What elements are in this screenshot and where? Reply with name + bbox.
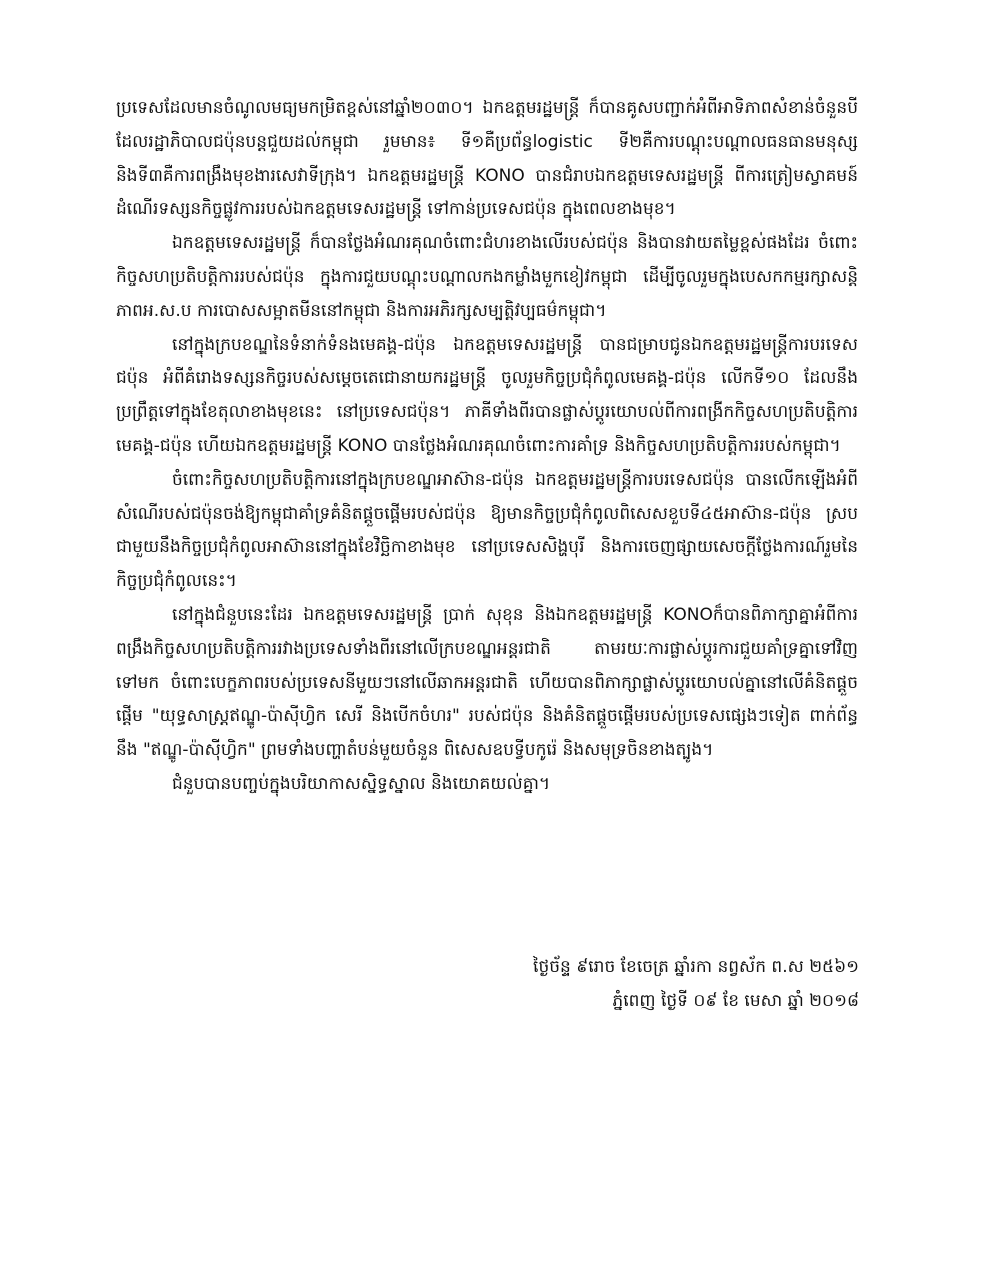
date-block [533,950,859,1018]
paragraph-5: នៅក្នុងជំនួបនេះដែរ ឯកឧត្តមទេសរដ្ឋមន្ត្រី ប្រាក់ សុខុន និងឯកឧត្តមរដ្ឋមន្ត្រី KONOក៏បានពិភាក្សាគ្នាអំពីការពង្រឹងកិច្ចសហប្រតិបត្តិការរវាងប្រទេសទាំងពីរនៅលើក្របខណ្ឌអន្តរជាតិ តាមរយៈការផ្លាស់ប្តូរការជួយគាំទ្រគ្នាទៅវិញទៅមក ចំពោះបេក្ខភាពរបស់ប្រទេសនីមួយៗនៅលើឆាកអន្តរជាតិ ហើយបានពិភាក្សាផ្លាស់ប្តូរយោបល់គ្នានៅលើគំនិតផ្តួចផ្តើម "យុទ្ធសាស្ត្រឥណ្ឌូ-ប៉ាស៊ីហ្វិក សេរី និងបើកចំហរ" របស់ជប៉ុន និងគំនិតផ្តួចផ្តើមរបស់ប្រទេសផ្សេងៗទៀត ពាក់ព័ន្ធនឹង "ឥណ្ឌូ-ប៉ាស៊ីហ្វិក" ព្រមទាំងបញ្ហាតំបន់មួយចំនួន ពិសេសឧបទ្វីបកូរ៉េ និងសមុទ្រចិនខាងត្បូង។ [116,604,858,761]
paragraph-3: នៅក្នុងក្របខណ្ឌនៃទំនាក់ទំនងមេគង្គ-ជប៉ុន ឯកឧត្តមទេសរដ្ឋមន្ត្រី បានជម្រាបជូនឯកឧត្តមរដ្ឋមន្ត្រីការបរទេសជប៉ុន អំពីគំរោងទស្សនកិច្ចរបស់សម្តេចតេជោនាយករដ្ឋមន្ត្រី ចូលរួមកិច្ចប្រជុំកំពូលមេគង្គ-ជប៉ុន លើកទី១០ ដែលនឹងប្រព្រឹត្តទៅក្នុងខែតុលាខាងមុខនេះ នៅប្រទេសជប៉ុន។ ភាគីទាំងពីរបានផ្លាស់ប្តូរយោបល់ពីការពង្រីកកិច្ចសហប្រតិបត្តិការមេគង្គ-ជប៉ុន ហើយឯកឧត្តមរដ្ឋមន្ត្រី KONO បានថ្លែងអំណរគុណចំពោះការគាំទ្រ និងកិច្ចសហប្រតិបត្តិការរបស់កម្ពុជា។ [116,334,858,456]
document-body [116,92,858,802]
paragraph-1: ប្រទេសដែលមានចំណូលមធ្យមកម្រិតខ្ពស់នៅឆ្នាំ២០៣០។ ឯកឧត្តមរដ្ឋមន្ត្រី ក៏បានគូសបញ្ជាក់អំពីអាទិភាពសំខាន់ចំនួនបីដែលរដ្ឋាភិបាលជប៉ុនបន្តជួយដល់កម្ពុជា រួមមាន៖ ទី១គឺប្រព័ន្ធlogistic ទី២គឺការបណ្តុះបណ្តាលធនធានមនុស្ស និងទី៣គឺការពង្រឹងមុខងារសេវាទីក្រុង។ ឯកឧត្តមរដ្ឋមន្ត្រី KONO បានជំរាបឯកឧត្តមទេសរដ្ឋមន្ត្រី ពីការត្រៀមស្វាគមន៍ដំណើរទស្សនកិច្ចផ្លូវការរបស់ឯកឧត្តមទេសរដ្ឋមន្ត្រី ទៅកាន់ប្រទេសជប៉ុន ក្នុងពេលខាងមុខ។ [116,98,858,220]
date-solar: ភ្នំពេញ ថ្ងៃទី ០៩ ខែ មេសា ឆ្នាំ ២០១៨ [612,991,859,1011]
paragraph-6: ជំនួបបានបញ្ចប់ក្នុងបរិយាកាសស្និទ្ធស្នាល និងយោគយល់គ្នា។ [172,773,551,794]
paragraph-2: ឯកឧត្តមទេសរដ្ឋមន្ត្រី ក៏បានថ្លែងអំណរគុណចំពោះជំហរខាងលើរបស់ជប៉ុន និងបានវាយតម្លៃខ្ពស់ផងដែរ ចំពោះកិច្ចសហប្រតិបត្តិការរបស់ជប៉ុន ក្នុងការជួយបណ្តុះបណ្តាលកងកម្លាំងមួកខៀវកម្ពុជា ដើម្បីចូលរួមក្នុងបេសកកម្មរក្សាសន្តិភាពអ.ស.ប ការបោសសម្អាតមីននៅកម្ពុជា និងការអភិរក្សសម្បត្តិវប្បធម៌កម្ពុជា។ [116,233,858,321]
paragraph-4: ចំពោះកិច្ចសហប្រតិបត្តិការនៅក្នុងក្របខណ្ឌអាស៊ាន-ជប៉ុន ឯកឧត្តមរដ្ឋមន្ត្រីការបរទេសជប៉ុន បានលើកឡើងអំពីសំណើរបស់ជប៉ុនចង់ឱ្យកម្ពុជាគាំទ្រគំនិតផ្តួចផ្តើមរបស់ជប៉ុន ឱ្យមានកិច្ចប្រជុំកំពូលពិសេសខួបទី៤៥អាស៊ាន-ជប៉ុន ស្របជាមួយនឹងកិច្ចប្រជុំកំពូលអាស៊ាននៅក្នុងខែវិច្ឆិកាខាងមុខ នៅប្រទេសសិង្ហបុរី និងការចេញផ្សាយសេចក្តីថ្លែងការណ៍រួមនៃកិច្ចប្រជុំកំពូលនេះ។ [116,469,858,592]
date-lunar: ថ្ងៃច័ន្ទ ៩រោច ខែចេត្រ ឆ្នាំរកា នព្វស័ក ព.ស ២៥៦១ [533,957,859,977]
